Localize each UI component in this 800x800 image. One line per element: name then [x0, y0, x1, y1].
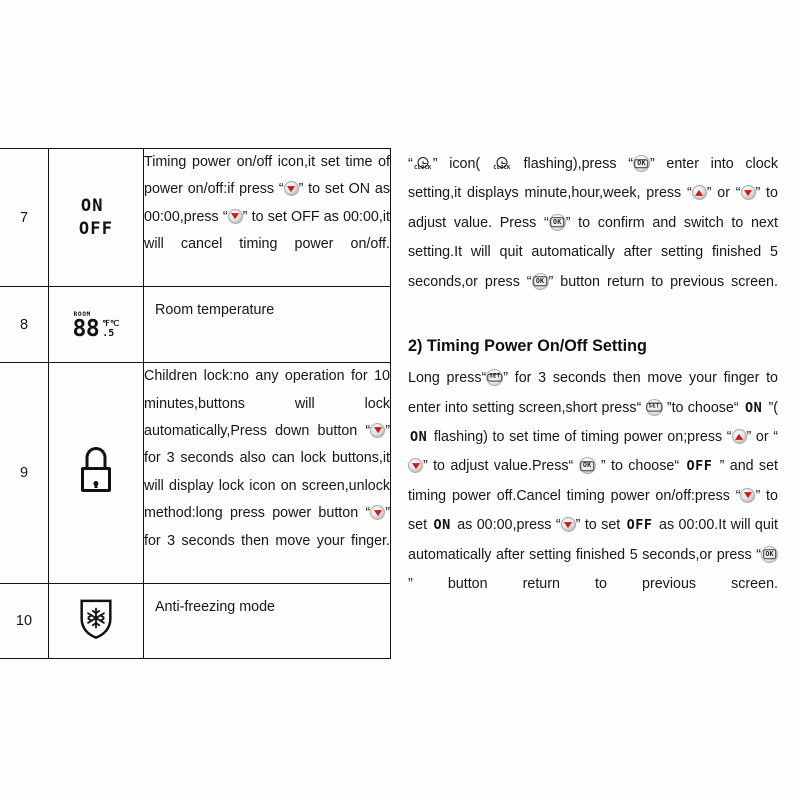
down-arrow-button-icon [370, 423, 385, 438]
table-body [0, 149, 391, 659]
row-number-cell: 7 [0, 149, 49, 287]
description-cell: Timing power on/off icon,it set time of power on/off:if press “ ” to set ON as 00:00,press “ ” to set OFF as 00:00,it will cancel timing power on/off. [144, 149, 391, 287]
button-cap-label: SET [646, 403, 661, 412]
half-degree-label: .5 [102, 328, 115, 339]
set-button-icon [486, 369, 503, 386]
description-cell: Children lock:no any operation for 10 minutes,buttons will lock automatically,Press down button “ ” for 3 seconds also can lock buttons,it will display lock icon on screen,unlock method:long press power button “ ” for 3 seconds then move your finger. [144, 363, 391, 584]
button-cap-label: OK [635, 159, 649, 169]
room-temperature-lcd-icon [73, 309, 120, 340]
clock-word-label: CLOCK [414, 165, 432, 172]
lcd-on-label: ON [80, 196, 104, 217]
degree-units-label: ℉℃ [102, 319, 120, 328]
room-label: ROOM [73, 310, 91, 318]
row-number-cell: 9 [0, 363, 49, 584]
icon-cell-children-lock [49, 363, 144, 584]
button-cap-label: OK [550, 218, 564, 228]
antifreeze-shield-icon [77, 598, 115, 640]
description-cell: Anti-freezing mode [144, 583, 391, 659]
padlock-body [81, 467, 111, 492]
lcd-token-on: ON [744, 399, 763, 416]
triangle-glyph [735, 433, 743, 439]
table-row [0, 149, 391, 287]
padlock-icon [78, 447, 114, 493]
ok-button-icon [532, 273, 549, 290]
ok-button-icon [549, 214, 566, 231]
row-number-cell: 10 [0, 583, 49, 659]
section-heading-timing-power: 2) Timing Power On/Off Setting [408, 336, 647, 355]
icon-cell-room-temperature [49, 287, 144, 363]
button-cap-label: OK [580, 461, 594, 471]
down-arrow-button-icon [561, 517, 576, 532]
room-digits: 88 [72, 315, 100, 342]
triangle-glyph [744, 493, 752, 499]
lcd-onoff-icon [79, 195, 113, 240]
triangle-glyph [412, 463, 420, 469]
clock-word-label: CLOCK [493, 165, 511, 172]
lcd-off-label: OFF [78, 218, 114, 239]
row-number-cell: 8 [0, 287, 49, 363]
triangle-glyph [231, 213, 239, 219]
table-row [0, 583, 391, 659]
icon-cell-timing-power [49, 149, 144, 287]
lcd-token-on: ON [410, 429, 428, 446]
button-cap-label: OK [533, 276, 547, 286]
triangle-glyph [287, 186, 295, 192]
triangle-glyph [374, 428, 382, 434]
right-text-column [408, 150, 778, 629]
ok-button-icon [579, 457, 596, 474]
down-arrow-button-icon [740, 488, 755, 503]
room-lcd-row [72, 315, 120, 342]
lcd-token-off: OFF [686, 458, 713, 475]
down-arrow-button-icon [370, 505, 385, 520]
button-cap-label: SET [487, 373, 502, 382]
triangle-glyph [564, 522, 572, 528]
clock-icon [492, 157, 512, 174]
triangle-glyph [744, 190, 752, 196]
padlock-shackle [86, 447, 107, 468]
triangle-glyph [695, 190, 703, 196]
triangle-glyph [374, 510, 382, 516]
room-units [102, 320, 119, 340]
up-arrow-button-icon [692, 185, 707, 200]
up-arrow-button-icon [732, 429, 747, 444]
icon-legend-table [0, 148, 391, 659]
icon-cell-anti-freezing [49, 583, 144, 659]
clock-setting-paragraph: “ CLOCK ” icon( CLOCK flashing),press “ OK ” enter into clock setting,it displays minute,hour,week, press “ ” or “ ” to adjust value. Press “ OK ” to confirm and switch to next setting.It will quit automatically after setting finished 5 seconds,or press “ OK ” button return to previous screen. [408, 156, 778, 290]
set-button-icon [646, 399, 663, 416]
button-cap-label: OK [763, 549, 777, 559]
down-arrow-button-icon [408, 458, 423, 473]
down-arrow-button-icon [741, 185, 756, 200]
timing-power-paragraph: Long press“ SET ” for 3 seconds then move your finger to enter into setting screen,short press“ SET ”to choose“ ON ”( ON flashing) to set time of timing power on;press “ ” or “ ” to adjust value.Press“ OK ” to choose“ OFF ” and set timing power off.Cancel timing power on/off:press “ ” to set ON as 00:00,press “ ” to set OFF as 00:00.It will quit automatically after setting finished 5 seconds,or press “ OK ” button return to previous screen. [408, 370, 779, 593]
table-row [0, 287, 391, 363]
lcd-token-off: OFF [626, 517, 653, 534]
clock-icon [413, 157, 433, 174]
ok-button-icon [761, 546, 778, 563]
description-cell: Room temperature [144, 287, 391, 363]
lcd-token-on: ON [433, 517, 451, 534]
down-arrow-button-icon [284, 181, 299, 196]
table-row [0, 363, 391, 584]
ok-button-icon [633, 155, 650, 172]
down-arrow-button-icon [228, 209, 243, 224]
